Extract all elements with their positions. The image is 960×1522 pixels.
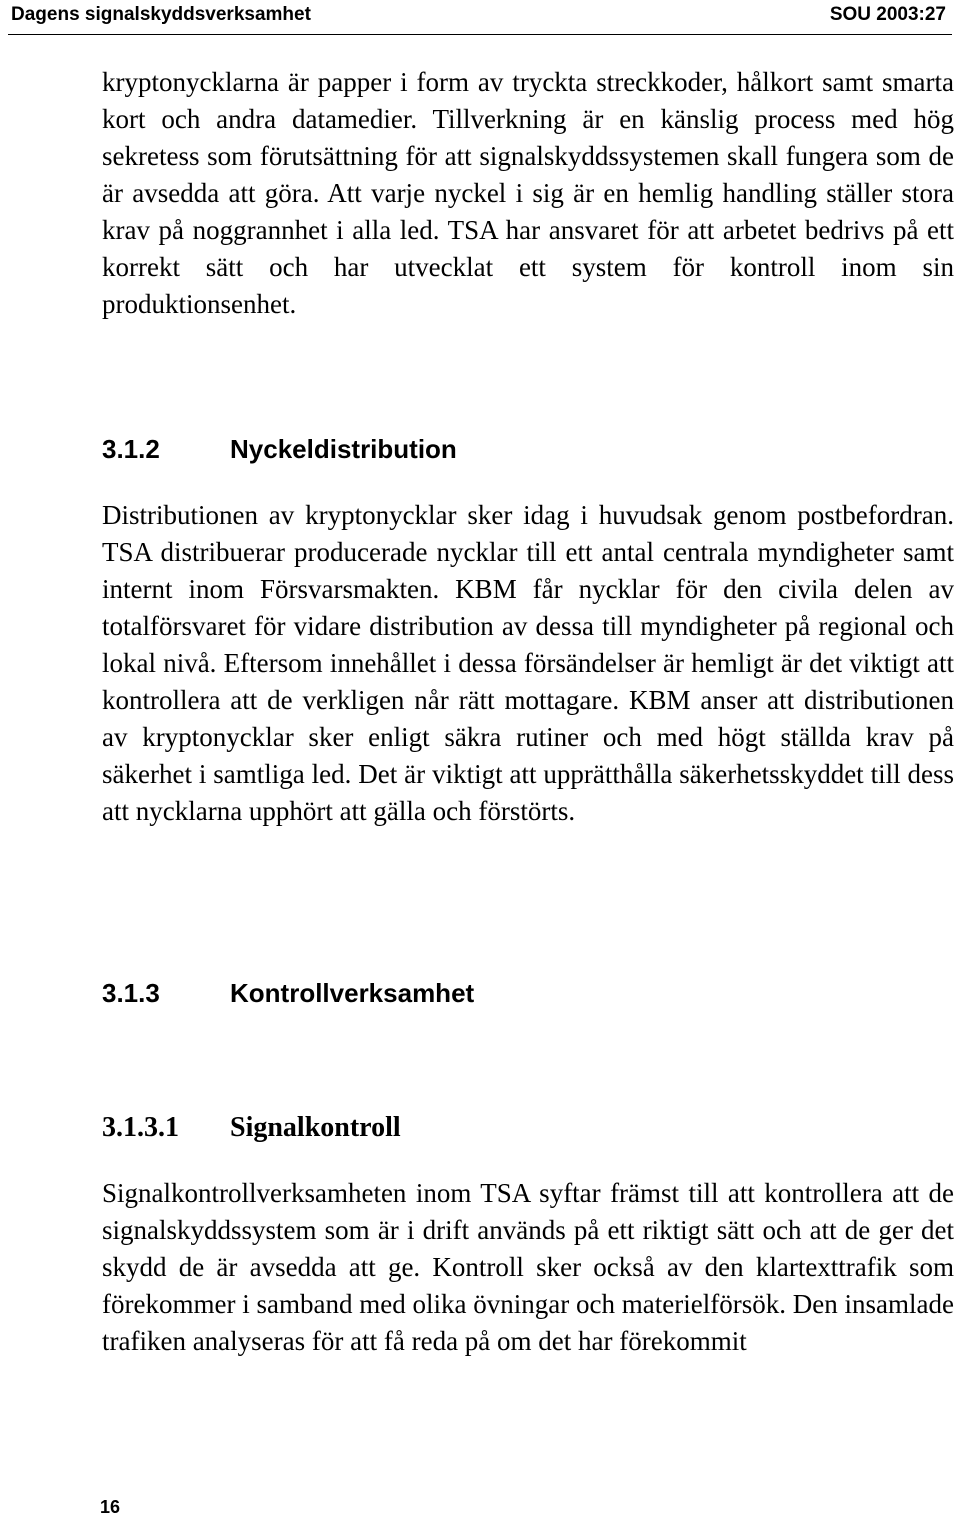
section-heading [102,978,474,1009]
header-document-id: SOU 2003:27 [829,4,946,25]
subsection-title: Signalkontroll [230,1112,401,1143]
section-number: 3.1.3 [102,978,160,1008]
section-title: Kontrollverksamhet [230,978,475,1008]
subsection-heading [102,1112,401,1144]
body-paragraph: kryptonycklarna är papper i form av tryckta streckkoder, hålkort samt smarta kort och andra datamedier. Tillverkning är en känslig process med hög sekretess som förutsättning för att signalskyddssystemen skall fungera som de är avsedda att göra. Att varje nyckel i sig är en hemlig handling ställer stora krav på noggrannhet i alla led. TSA har ansvaret för att arbetet bedrivs på ett korrekt sätt och har utvecklat ett system för kontroll inom sin produktionsenhet. [102,67,954,319]
header-chapter-title: Dagens signalskyddsverksamhet [11,4,311,25]
subsection-number: 3.1.3.1 [102,1112,179,1143]
running-header [8,0,952,35]
section-heading [102,434,457,465]
body-paragraph: Distributionen av kryptonycklar sker idag i huvudsak genom postbefordran. TSA distribuerar producerade nycklar till ett antal centrala myndigheter samt internt inom Försvarsmakten. KBM får nycklar för den civila delen av totalförsvaret för vidare distribution av dessa till myndigheter på regional och lokal nivå. Eftersom innehållet i dessa försändelser är hemligt är det viktigt att kontrollera att de verkligen når rätt mottagare. KBM anser att distributionen av kryptonycklar sker enligt säkra rutiner och med högt ställda krav på säkerhet i samtliga led. Det är viktigt att upprätthålla säkerhetsskyddet till dess att nycklarna upphört att gälla och förstörts. [102,500,954,826]
body-paragraph: Signalkontrollverksamheten inom TSA syftar främst till att kontrollera att de signalskyddssystem som är i drift används på ett riktigt sätt och att de ger det skydd de är avsedda att ge. Kontroll sker också av den klartexttrafik som förekommer i samband med olika övningar och materielförsök. Den insamlade trafiken analyseras för att få reda på om det har förekommit [102,1178,954,1356]
section-title: Nyckeldistribution [230,434,457,464]
page-number: 16 [100,1497,121,1517]
section-number: 3.1.2 [102,434,160,464]
